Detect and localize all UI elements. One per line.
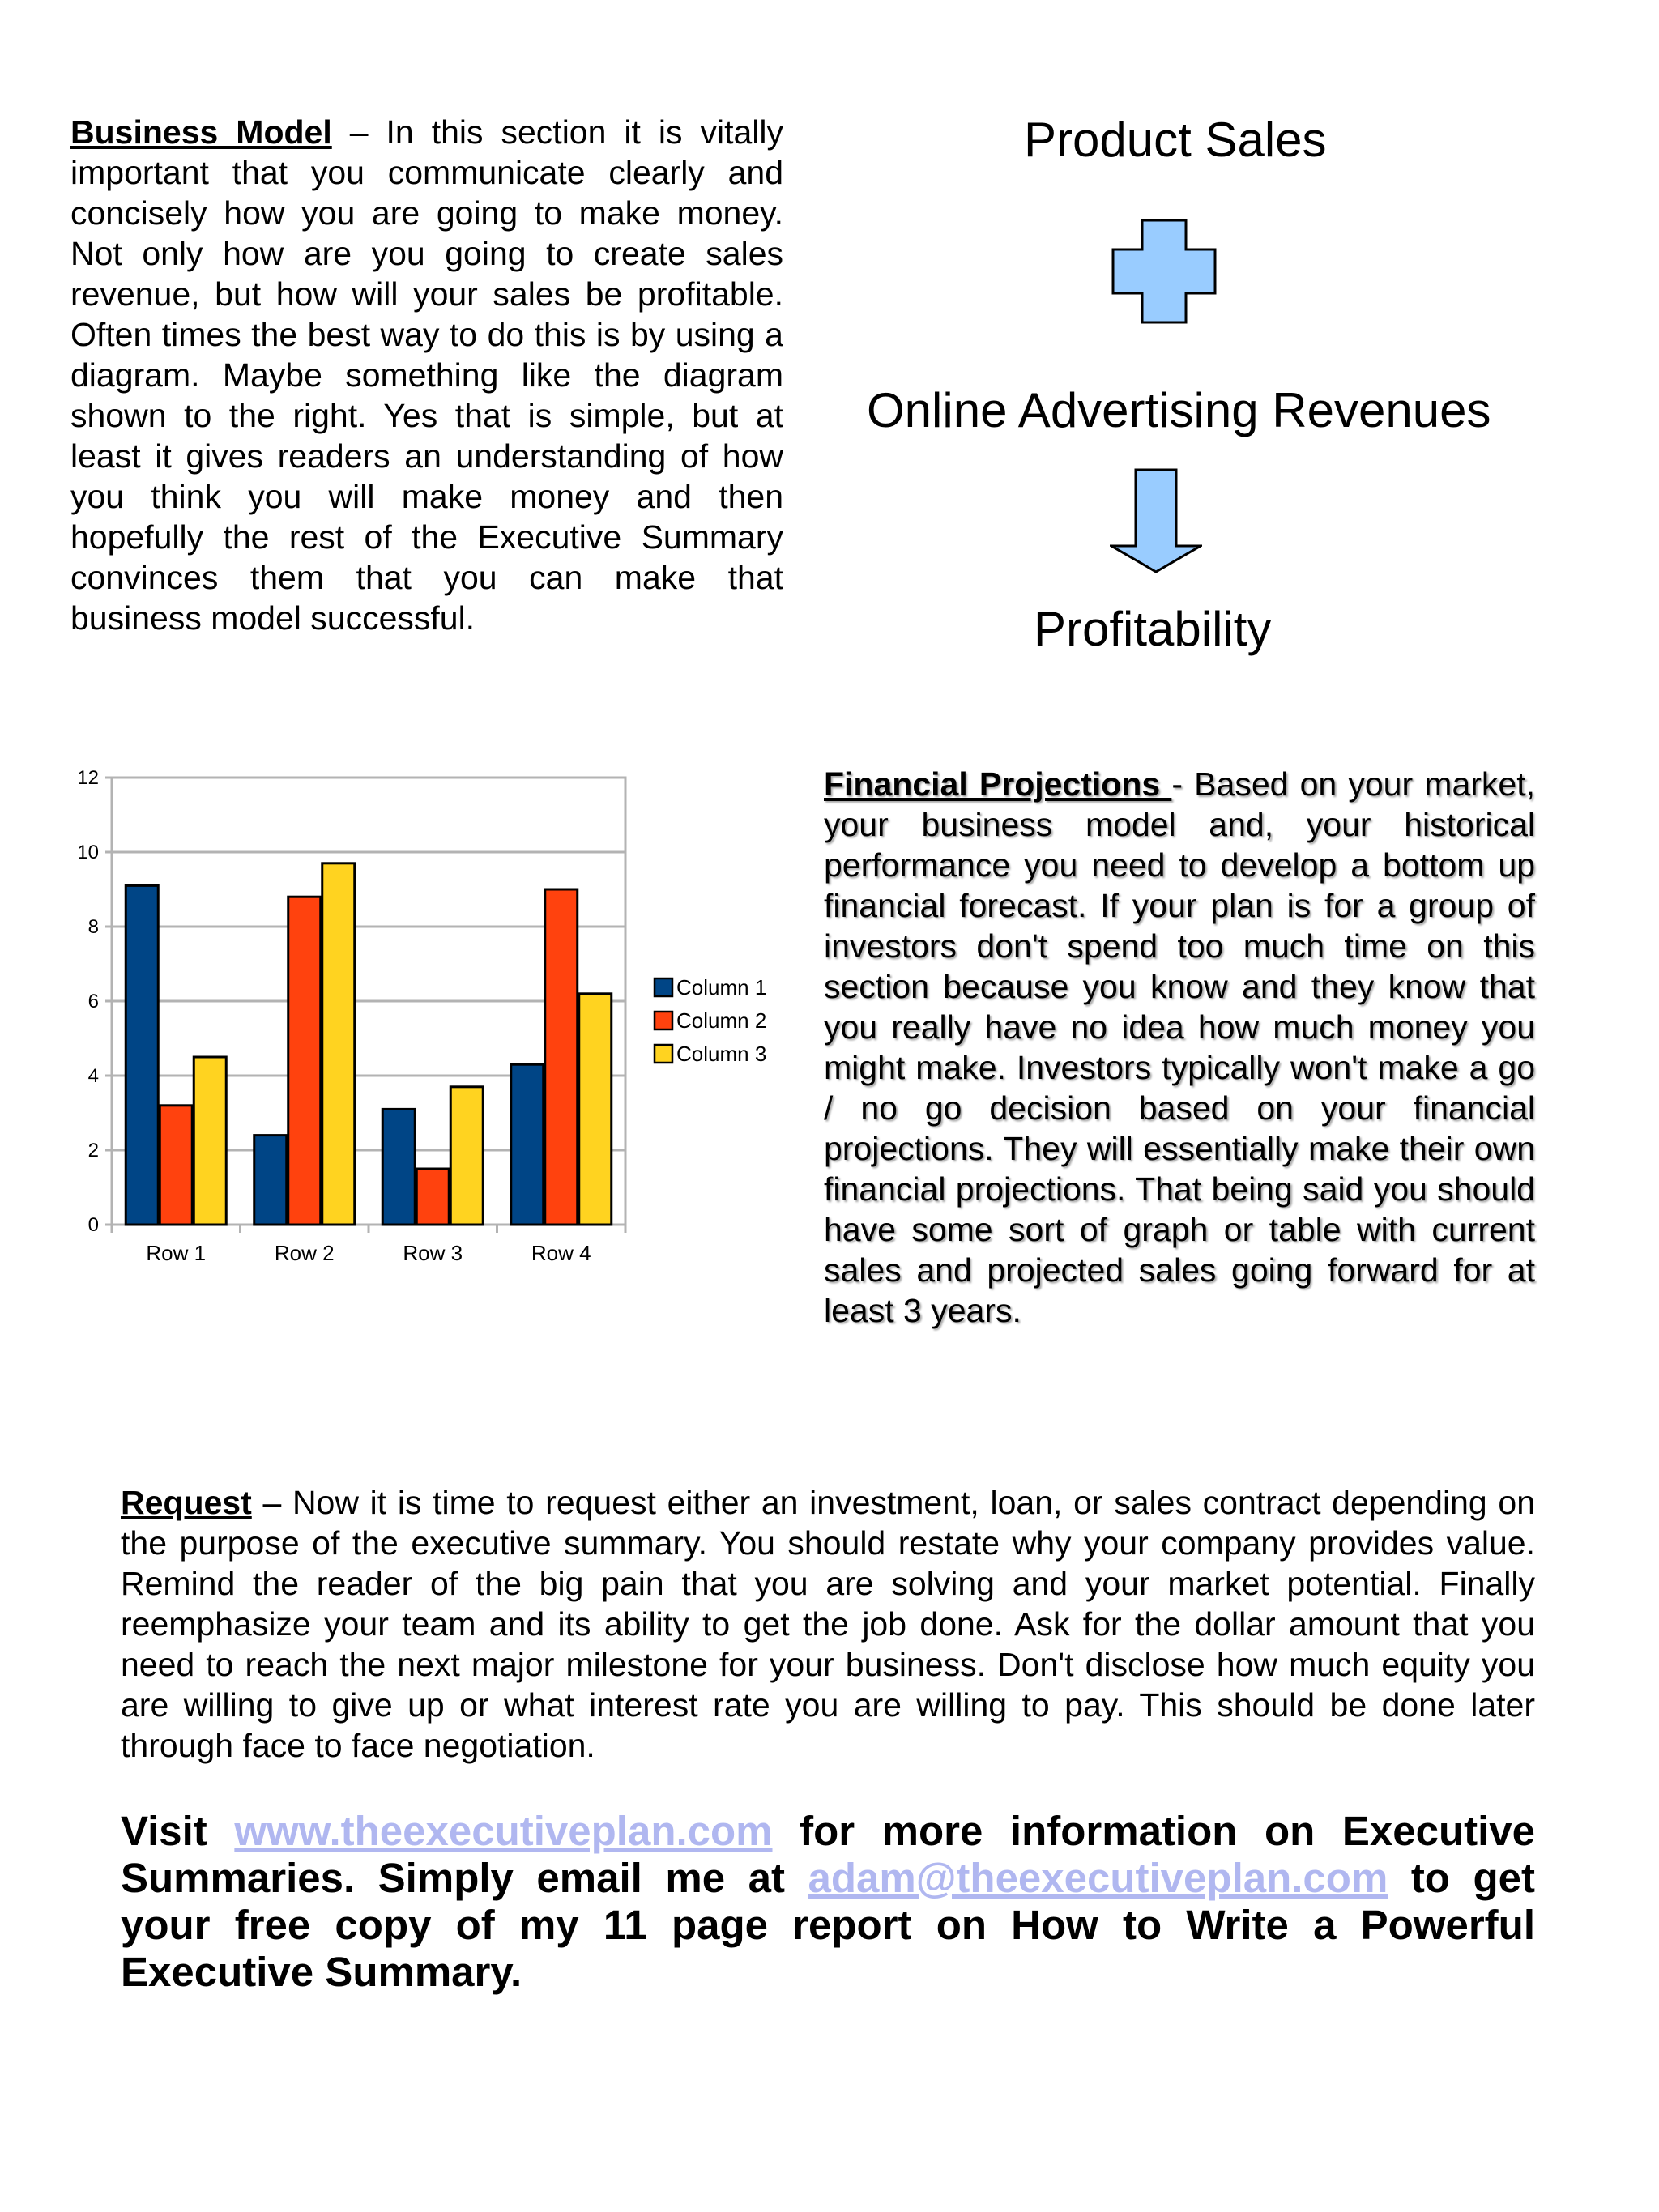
y-tick-label: 12 xyxy=(77,767,99,789)
business-model-body: – In this section it is vitally important that you communicate clearly and concisely how you are going to make money. Not only how are you going to create sales revenue, but how will your sales be profitable. Often times the best way to do this is by using a diagram. Maybe something like the diagram shown to the right. Yes that is simple, but at least it gives readers an understanding of how you think you will make money and then hopefully the rest of the Executive Summary convinces them that you can make that business model successful. xyxy=(70,113,784,637)
bar xyxy=(450,1087,483,1225)
bar xyxy=(416,1169,449,1225)
x-tick-label: Row 1 xyxy=(146,1241,207,1265)
legend-label: Column 1 xyxy=(676,975,767,999)
y-tick-label: 4 xyxy=(87,1065,99,1087)
y-tick-label: 2 xyxy=(87,1140,99,1161)
bar xyxy=(382,1109,415,1225)
email-link[interactable]: adam@theexecutiveplan.com xyxy=(808,1855,1388,1901)
visit-text-1: Visit xyxy=(121,1808,235,1854)
x-tick-label: Row 2 xyxy=(274,1241,335,1265)
request-paragraph xyxy=(121,1482,1535,1766)
website-link[interactable]: www.theexecutiveplan.com xyxy=(234,1808,773,1854)
bar xyxy=(194,1057,226,1225)
y-tick-label: 8 xyxy=(87,916,99,938)
diagram-label-profitability: Profitability xyxy=(1034,602,1272,656)
bar xyxy=(126,885,158,1225)
business-model-paragraph xyxy=(70,112,783,638)
bar xyxy=(322,863,355,1225)
y-tick-label: 0 xyxy=(87,1214,99,1236)
bar xyxy=(254,1136,287,1225)
request-heading: Request xyxy=(121,1484,252,1521)
diagram-label-online-advertising: Online Advertising Revenues xyxy=(867,383,1491,437)
bar xyxy=(160,1106,192,1225)
down-arrow-icon xyxy=(1110,468,1202,573)
request-body: – Now it is time to request either an investment, loan, or sales contract depending on the purpose of the executive summary. You should restate why your company provides value. Remind the reader of the big pain that you are solving and your market potential. Finally reemphasize your team and its ability to get the job done. Ask for the dollar amount that you need to reach the next major milestone for your business. Don't disclose how much equity you are willing to give up or what interest rate you are willing to pay. This should be done later through face to face negotiation. xyxy=(121,1484,1535,1764)
bar xyxy=(545,889,578,1225)
bar xyxy=(511,1064,544,1225)
diagram-label-product-sales: Product Sales xyxy=(1024,113,1327,167)
legend-swatch xyxy=(655,1045,672,1063)
business-model-heading: Business Model xyxy=(70,113,332,151)
bar xyxy=(579,994,612,1225)
x-tick-label: Row 4 xyxy=(531,1241,591,1265)
y-tick-label: 10 xyxy=(77,842,99,863)
legend-swatch xyxy=(655,978,672,996)
x-tick-label: Row 3 xyxy=(403,1241,463,1265)
y-tick-label: 6 xyxy=(87,991,99,1012)
legend-swatch xyxy=(655,1012,672,1029)
financial-projections-body: - Based on your market, your business model and, your historical performance you need to develop a bottom up financial forecast. If your plan is for a group of investors don't spend too much time on this section because you know and they know that you really have no idea how much money you might make. Investors typically won't make a go / no go decision based on your financial projections. They will essentially make their own financial projections. That being said you should have some sort of graph or table with current sales and projected sales going forward for at least 3 years. xyxy=(824,765,1535,1329)
legend-label: Column 2 xyxy=(676,1008,767,1033)
plus-icon xyxy=(1111,219,1217,324)
bar-chart xyxy=(49,761,794,1280)
legend-label: Column 3 xyxy=(676,1042,767,1066)
visit-text-2: for more information on Executive Summaries. Simply email me at xyxy=(121,1808,1535,1901)
visit-text-3: to get your free copy of my 11 page report on How to Write a Powerful Executive Summary. xyxy=(121,1855,1535,1995)
financial-projections-paragraph xyxy=(824,764,1535,1331)
bar xyxy=(288,897,321,1225)
visit-paragraph xyxy=(121,1808,1535,1996)
financial-projections-heading: Financial Projections xyxy=(824,765,1172,803)
